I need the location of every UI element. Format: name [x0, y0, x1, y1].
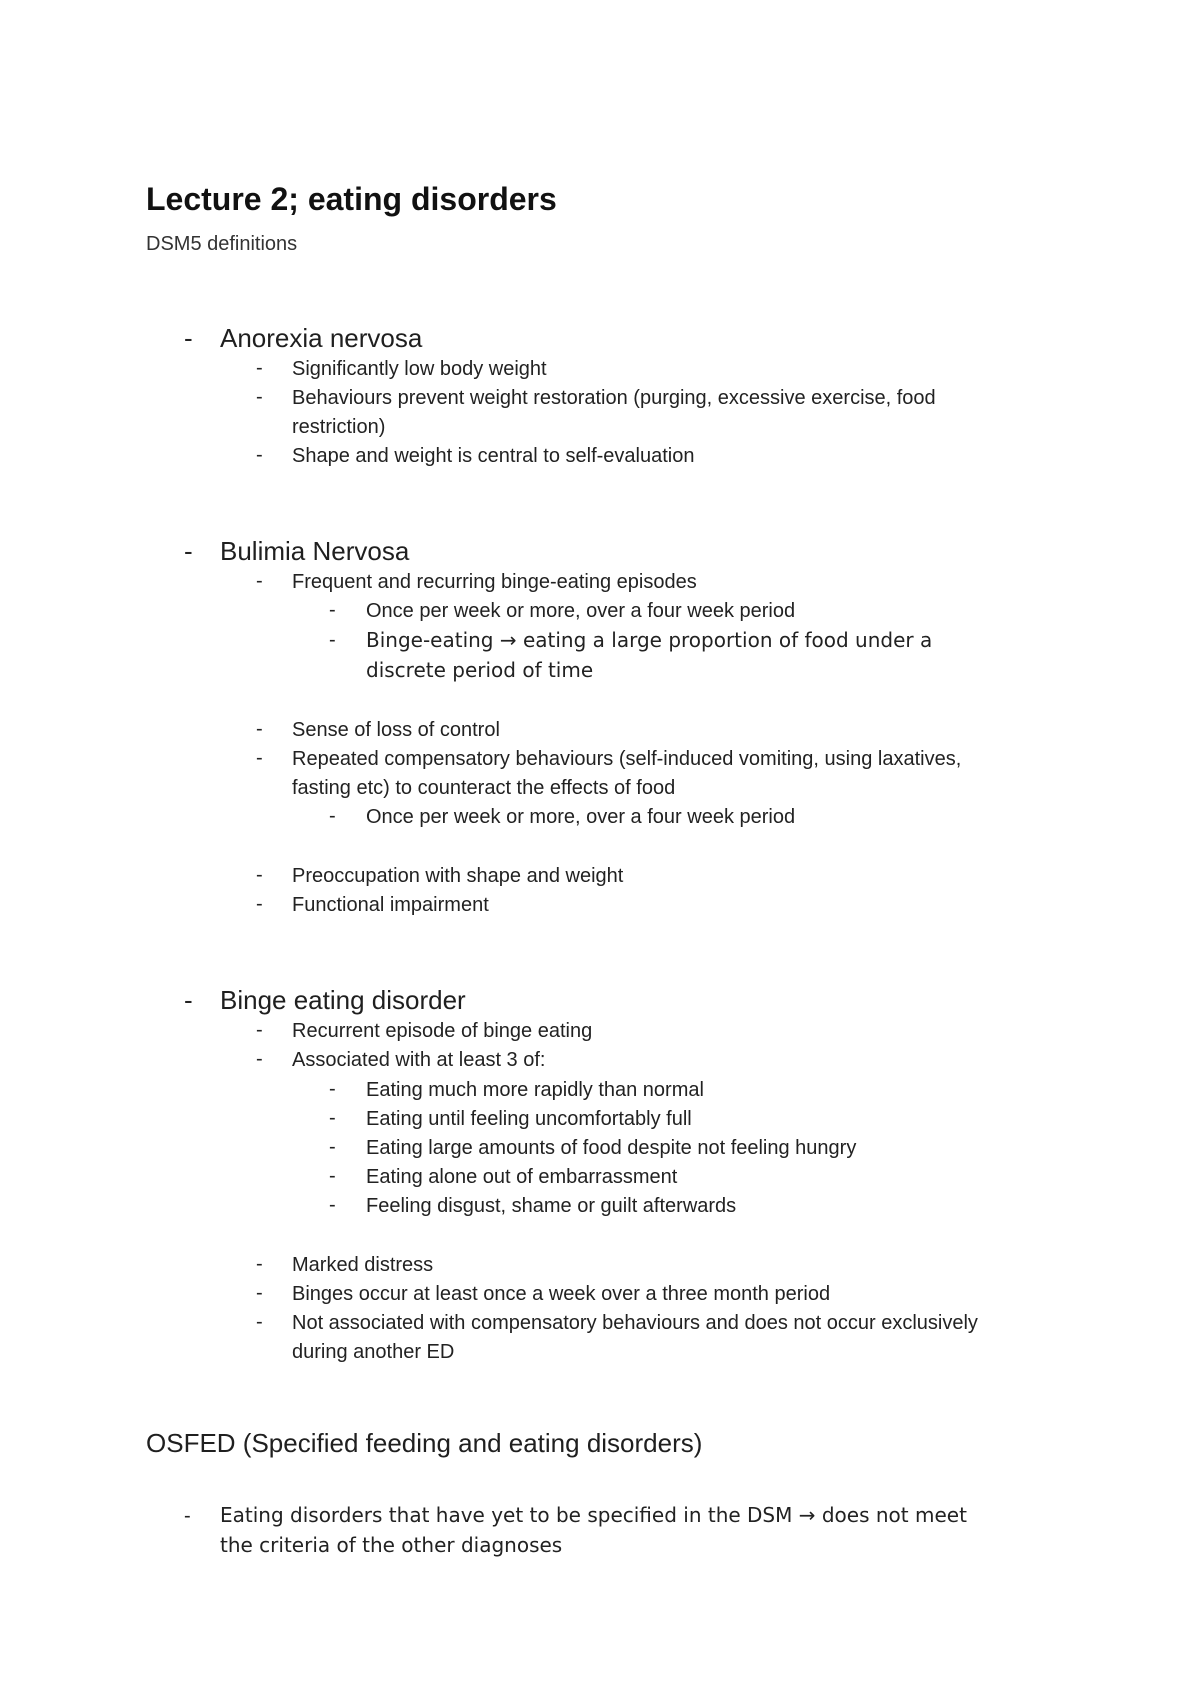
bullet-dash: -: [256, 1311, 263, 1333]
list-item: Marked distress: [292, 1254, 434, 1276]
page-title: Lecture 2; eating disorders: [146, 181, 557, 217]
list-item: Repeated compensatory behaviours (self-induced vomiting, using laxatives,: [292, 748, 962, 770]
list-item: Behaviours prevent weight restoration (purging, excessive exercise, food: [292, 387, 936, 409]
list-item: Eating large amounts of food despite not feeling hungry: [366, 1137, 857, 1159]
list-item: Preoccupation with shape and weight: [292, 865, 624, 887]
bullet-dash: -: [256, 718, 263, 740]
list-item: Eating disorders that have yet to be specified in the DSM → does not meet: [220, 1503, 967, 1527]
list-item-continuation: the criteria of the other diagnoses: [220, 1533, 563, 1557]
list-item-continuation: discrete period of time: [366, 658, 594, 682]
section-heading-binge: Binge eating disorder: [220, 985, 466, 1015]
bullet-dash: -: [256, 1048, 263, 1070]
page-subtitle: DSM5 definitions: [146, 233, 298, 255]
list-item: Eating alone out of embarrassment: [366, 1166, 678, 1188]
list-item: Functional impairment: [292, 894, 489, 916]
bullet-dash: -: [329, 805, 336, 827]
bullet-dash: -: [329, 599, 336, 621]
bullet-dash: -: [184, 323, 193, 353]
bullet-dash: -: [329, 1194, 336, 1216]
list-item-continuation: fasting etc) to counteract the effects of food: [292, 777, 676, 799]
list-item: Binges occur at least once a week over a three month period: [292, 1283, 831, 1305]
section-heading-osfed: OSFED (Specified feeding and eating disorders): [146, 1428, 703, 1458]
list-item: Binge-eating → eating a large proportion of food under a: [366, 628, 933, 652]
list-item: Eating much more rapidly than normal: [366, 1079, 704, 1101]
bullet-dash: -: [256, 864, 263, 886]
list-item-continuation: restriction): [292, 416, 386, 438]
bullet-dash: -: [329, 1136, 336, 1158]
bullet-dash: -: [256, 1019, 263, 1041]
list-item: Recurrent episode of binge eating: [292, 1020, 593, 1042]
bullet-dash: -: [329, 1165, 336, 1187]
section-heading-bulimia: Bulimia Nervosa: [220, 536, 410, 566]
bullet-dash: -: [256, 893, 263, 915]
bullet-dash: -: [256, 570, 263, 592]
list-item: Associated with at least 3 of:: [292, 1049, 546, 1071]
bullet-dash: -: [184, 536, 193, 566]
list-item: Not associated with compensatory behaviours and does not occur exclusively: [292, 1312, 978, 1334]
list-item-continuation: during another ED: [292, 1341, 455, 1363]
list-item: Once per week or more, over a four week period: [366, 600, 796, 622]
list-item: Significantly low body weight: [292, 358, 547, 380]
bullet-dash: -: [329, 1078, 336, 1100]
bullet-dash: -: [256, 1253, 263, 1275]
bullet-dash: -: [256, 1282, 263, 1304]
bullet-dash: -: [256, 357, 263, 379]
bullet-dash: -: [256, 386, 263, 408]
list-item: Shape and weight is central to self-evaluation: [292, 445, 695, 467]
bullet-dash: -: [329, 629, 336, 651]
list-item: Frequent and recurring binge-eating episodes: [292, 571, 697, 593]
bullet-dash: -: [256, 444, 263, 466]
bullet-dash: -: [184, 1505, 191, 1527]
list-item: Feeling disgust, shame or guilt afterwards: [366, 1195, 737, 1217]
bullet-dash: -: [329, 1107, 336, 1129]
list-item: Eating until feeling uncomfortably full: [366, 1108, 692, 1130]
bullet-dash: -: [256, 747, 263, 769]
list-item: Sense of loss of control: [292, 719, 500, 741]
bullet-dash: -: [184, 985, 193, 1015]
section-heading-anorexia: Anorexia nervosa: [220, 323, 423, 353]
list-item: Once per week or more, over a four week period: [366, 806, 796, 828]
